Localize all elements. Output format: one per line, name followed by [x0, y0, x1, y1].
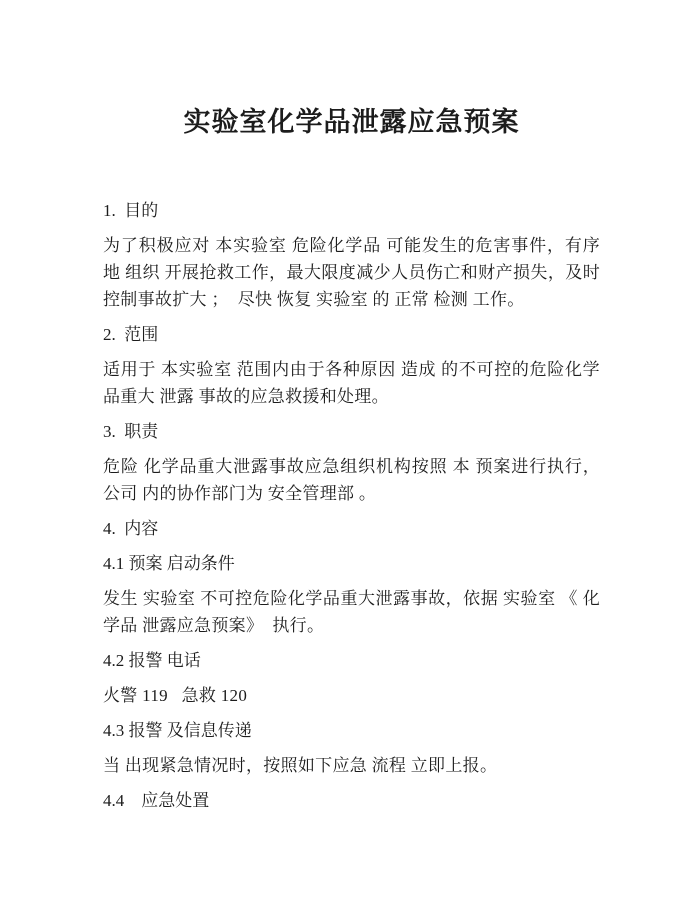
- section-body: 当 出现紧急情况时，按照如下应急 流程 立即上报。: [103, 756, 498, 775]
- document-title: 实验室化学品泄露应急预案: [183, 107, 520, 137]
- section-heading: 2. 范围: [103, 325, 159, 344]
- section-heading: 4.2 报警 电话: [103, 651, 201, 670]
- section-heading: 4.3 报警 及信息传递: [103, 721, 252, 740]
- section-heading: 4. 内容: [103, 519, 159, 538]
- document-section: [103, 197, 600, 313]
- section-heading: 1. 目的: [103, 201, 159, 220]
- document-section: [103, 321, 600, 410]
- document-body: [103, 197, 605, 814]
- section-heading: 4.4 应急处置: [103, 791, 210, 810]
- section-body: 危险 化学品重大泄露事故应急组织机构按照 本 预案进行执行， 公司 内的协作部门为 安全管理部 。: [103, 457, 605, 503]
- document-section: [103, 418, 605, 507]
- section-body: 为了积极应对 本实验室 危险化学品 可能发生的危害事件，有序地 组织 开展抢救工作，最大限度减少人员伤亡和财产损失，及时控制事故扩大 ； 尽快 恢复 实验室 的 正常 检测 工作。: [103, 236, 600, 309]
- section-heading: 3. 职责: [103, 422, 159, 441]
- section-body: 火警 119 急救 120: [103, 686, 248, 705]
- section-body: 适用于 本实验室 范围内由于各种原因 造成 的不可控的危险化学品重大 泄露 事故的应急救援和处理。: [103, 360, 600, 406]
- document-section: [103, 550, 600, 639]
- document-section: [103, 647, 600, 709]
- document-section: [103, 787, 600, 814]
- document-section: [103, 717, 600, 779]
- document-section: [103, 515, 600, 542]
- section-heading: 4.1 预案 启动条件: [103, 554, 235, 573]
- section-body: 发生 实验室 不可控危险化学品重大泄露事故，依据 实验室 《 化学品 泄露应急预案》 执行。: [103, 589, 600, 635]
